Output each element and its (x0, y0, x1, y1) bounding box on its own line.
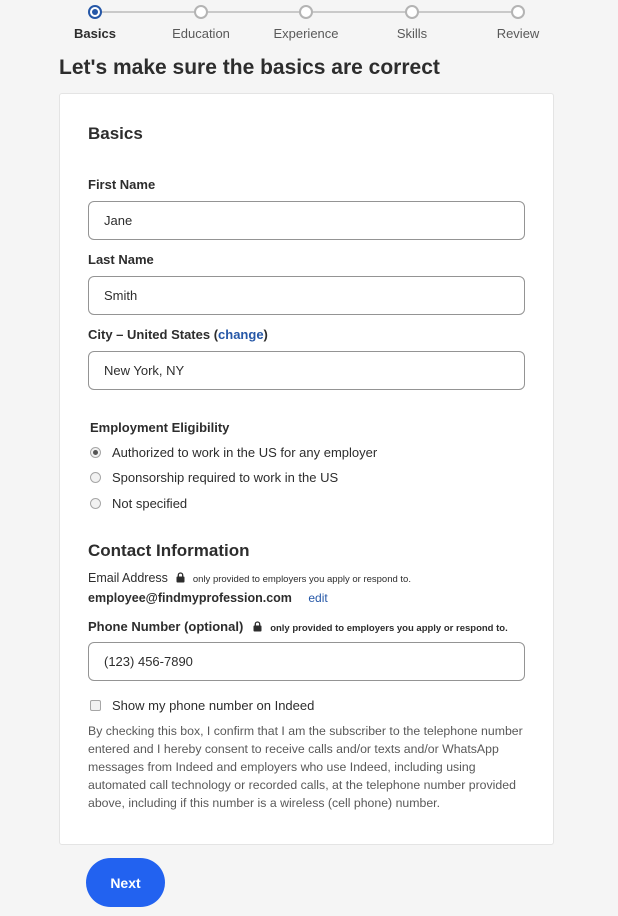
first-name-input[interactable] (88, 201, 525, 240)
progress-stepper (0, 0, 618, 48)
email-label-row (88, 571, 411, 585)
step-experience[interactable] (251, 5, 361, 41)
step-label: Review (496, 26, 540, 41)
next-button[interactable]: Next (86, 858, 165, 907)
step-education[interactable] (146, 5, 256, 41)
step-label: Education (172, 26, 230, 41)
city-value: New York, NY (104, 363, 185, 378)
radio-icon[interactable] (90, 498, 101, 509)
step-dot-icon (194, 5, 208, 19)
show-phone-checkbox[interactable] (90, 700, 101, 711)
eligibility-option-authorized[interactable] (90, 445, 377, 460)
show-phone-option[interactable] (90, 698, 314, 713)
lock-icon (253, 621, 262, 632)
step-dot-icon (299, 5, 313, 19)
last-name-label: Last Name (88, 252, 154, 267)
city-input[interactable] (88, 351, 525, 390)
contact-section-title: Contact Information (88, 541, 250, 560)
phone-privacy-note: only provided to employers you apply or respond to. (270, 623, 508, 634)
eligibility-option-label: Not specified (112, 496, 188, 511)
step-label: Basics (74, 26, 116, 41)
page-title: Let's make sure the basics are correct (59, 56, 440, 79)
lock-icon (176, 572, 185, 583)
show-phone-label: Show my phone number on Indeed (112, 698, 315, 713)
last-name-input[interactable] (88, 276, 525, 315)
eligibility-option-not-specified[interactable] (90, 496, 187, 511)
step-label: Skills (396, 26, 428, 41)
eligibility-option-label: Authorized to work in the US for any employer (112, 445, 378, 460)
edit-email-link[interactable]: edit (308, 591, 328, 605)
step-dot-icon (88, 5, 102, 19)
radio-checked-icon[interactable] (90, 447, 101, 458)
email-privacy-note: only provided to employers you apply or respond to. (192, 574, 411, 585)
phone-label: Phone Number (optional) (88, 619, 244, 634)
last-name-value: Smith (104, 288, 138, 303)
step-dot-icon (405, 5, 419, 19)
basics-section-title: Basics (88, 124, 143, 143)
email-value: employee@findmyprofession.com (88, 591, 292, 605)
phone-value: (123) 456-7890 (104, 654, 193, 669)
first-name-label: First Name (88, 177, 156, 192)
phone-input[interactable] (88, 642, 525, 681)
step-basics[interactable] (40, 5, 150, 41)
form-card (59, 93, 554, 845)
city-label (88, 327, 268, 342)
phone-label-row (88, 618, 508, 636)
radio-icon[interactable] (90, 472, 101, 483)
change-city-link[interactable]: change (218, 327, 264, 342)
city-label-suffix: ) (263, 327, 268, 342)
eligibility-option-label: Sponsorship required to work in the US (112, 470, 339, 485)
step-dot-icon (511, 5, 525, 19)
eligibility-title: Employment Eligibility (90, 420, 230, 435)
email-value-row (88, 589, 328, 607)
first-name-value: Jane (104, 213, 133, 228)
city-label-prefix: City – United States ( (88, 327, 219, 342)
step-review[interactable] (463, 5, 573, 41)
consent-text: By checking this box, I confirm that I am the subscriber to the telephone number entered and I hereby consent to receive calls and/or texts and/or WhatsApp messages from Indeed and employers who use Indeed, including using automated call technology or recorded calls, at the telephone number provided above, including if this number is a wireless (cell phone) number. (88, 724, 523, 810)
step-label: Experience (273, 26, 339, 41)
email-label: Email Address (88, 571, 168, 585)
eligibility-option-sponsorship[interactable] (90, 470, 338, 485)
step-skills[interactable] (357, 5, 467, 41)
